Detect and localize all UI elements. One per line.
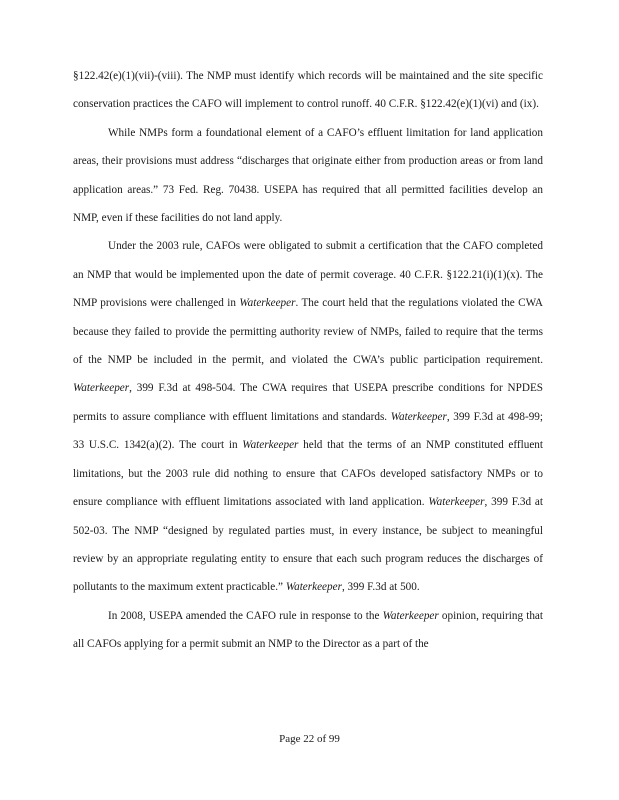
body-text bbox=[73, 62, 543, 659]
paragraph-text: Under the 2003 rule, CAFOs were obligated to submit a certification that the CAFO completed an NMP that would be implemented upon the date of permit coverage. 40 C.F.R. §122.21(i)(1)(x). The NMP provisions were challenged in bbox=[73, 240, 543, 310]
paragraph-text: In 2008, USEPA amended the CAFO rule in response to the bbox=[108, 609, 383, 622]
paragraph-text: , 399 F.3d at 498-504. The CWA requires that USEPA prescribe conditions for NPDES permits to assure compliance with effluent limitations and standards. bbox=[73, 382, 543, 423]
case-name: Waterkeeper bbox=[428, 496, 485, 509]
case-name: Waterkeeper bbox=[382, 609, 439, 622]
paragraph-text: §122.42(e)(1)(vii)-(viii). The NMP must identify which records will be maintained and the site specific conservation practices the CAFO will implement to control runoff. 40 C.F.R. §122.42(e)(1)(vi) and (ix). bbox=[73, 70, 543, 111]
body-paragraph bbox=[73, 62, 543, 119]
body-paragraph bbox=[73, 232, 543, 601]
paragraph-text: While NMPs form a foundational element of a CAFO’s effluent limitation for land application areas, their provisions must address “discharges that originate either from production areas or from land application areas.” 73 Fed. Reg. 70438. USEPA has required that all permitted facilities develop an NMP, even if these facilities do not land apply. bbox=[73, 126, 543, 225]
paragraph-text: held that the terms of an NMP constituted effluent limitations, but the 2003 rule did nothing to ensure that CAFOs developed satisfactory NMPs or to ensure compliance with effluent limitations associated with land application. bbox=[73, 439, 543, 509]
paragraph-text: opinion, requiring that all CAFOs applying for a permit submit an NMP to the Director as a part of the bbox=[73, 609, 543, 651]
paragraph-text: , 399 F.3d at 502-03. The NMP “designed by regulated parties must, in every instance, be subject to meaningful review by an appropriate regulating entity to ensure that each such program reduces the discharges of pollutants to the maximum extent practicable.” bbox=[73, 496, 543, 594]
case-name: Waterkeeper bbox=[242, 439, 299, 452]
case-name: Waterkeeper bbox=[73, 382, 130, 395]
case-name: Waterkeeper bbox=[390, 410, 447, 423]
body-paragraph bbox=[73, 602, 543, 659]
paragraph-text: . The court held that the regulations violated the CWA because they failed to provide the permitting authority review of NMPs, failed to require that the terms of the NMP be included in the permit, and violated the CWA’s public participation requirement. bbox=[73, 297, 544, 367]
case-name: Waterkeeper bbox=[285, 581, 342, 594]
paragraph-text: , 399 F.3d at 498-99; 33 U.S.C. 1342(a)(2). The court in bbox=[73, 410, 543, 452]
paragraph-text: , 399 F.3d at 500. bbox=[341, 581, 420, 594]
body-paragraph bbox=[73, 119, 543, 233]
case-name: Waterkeeper bbox=[239, 297, 296, 310]
page-number: Page 22 of 99 bbox=[279, 733, 340, 745]
